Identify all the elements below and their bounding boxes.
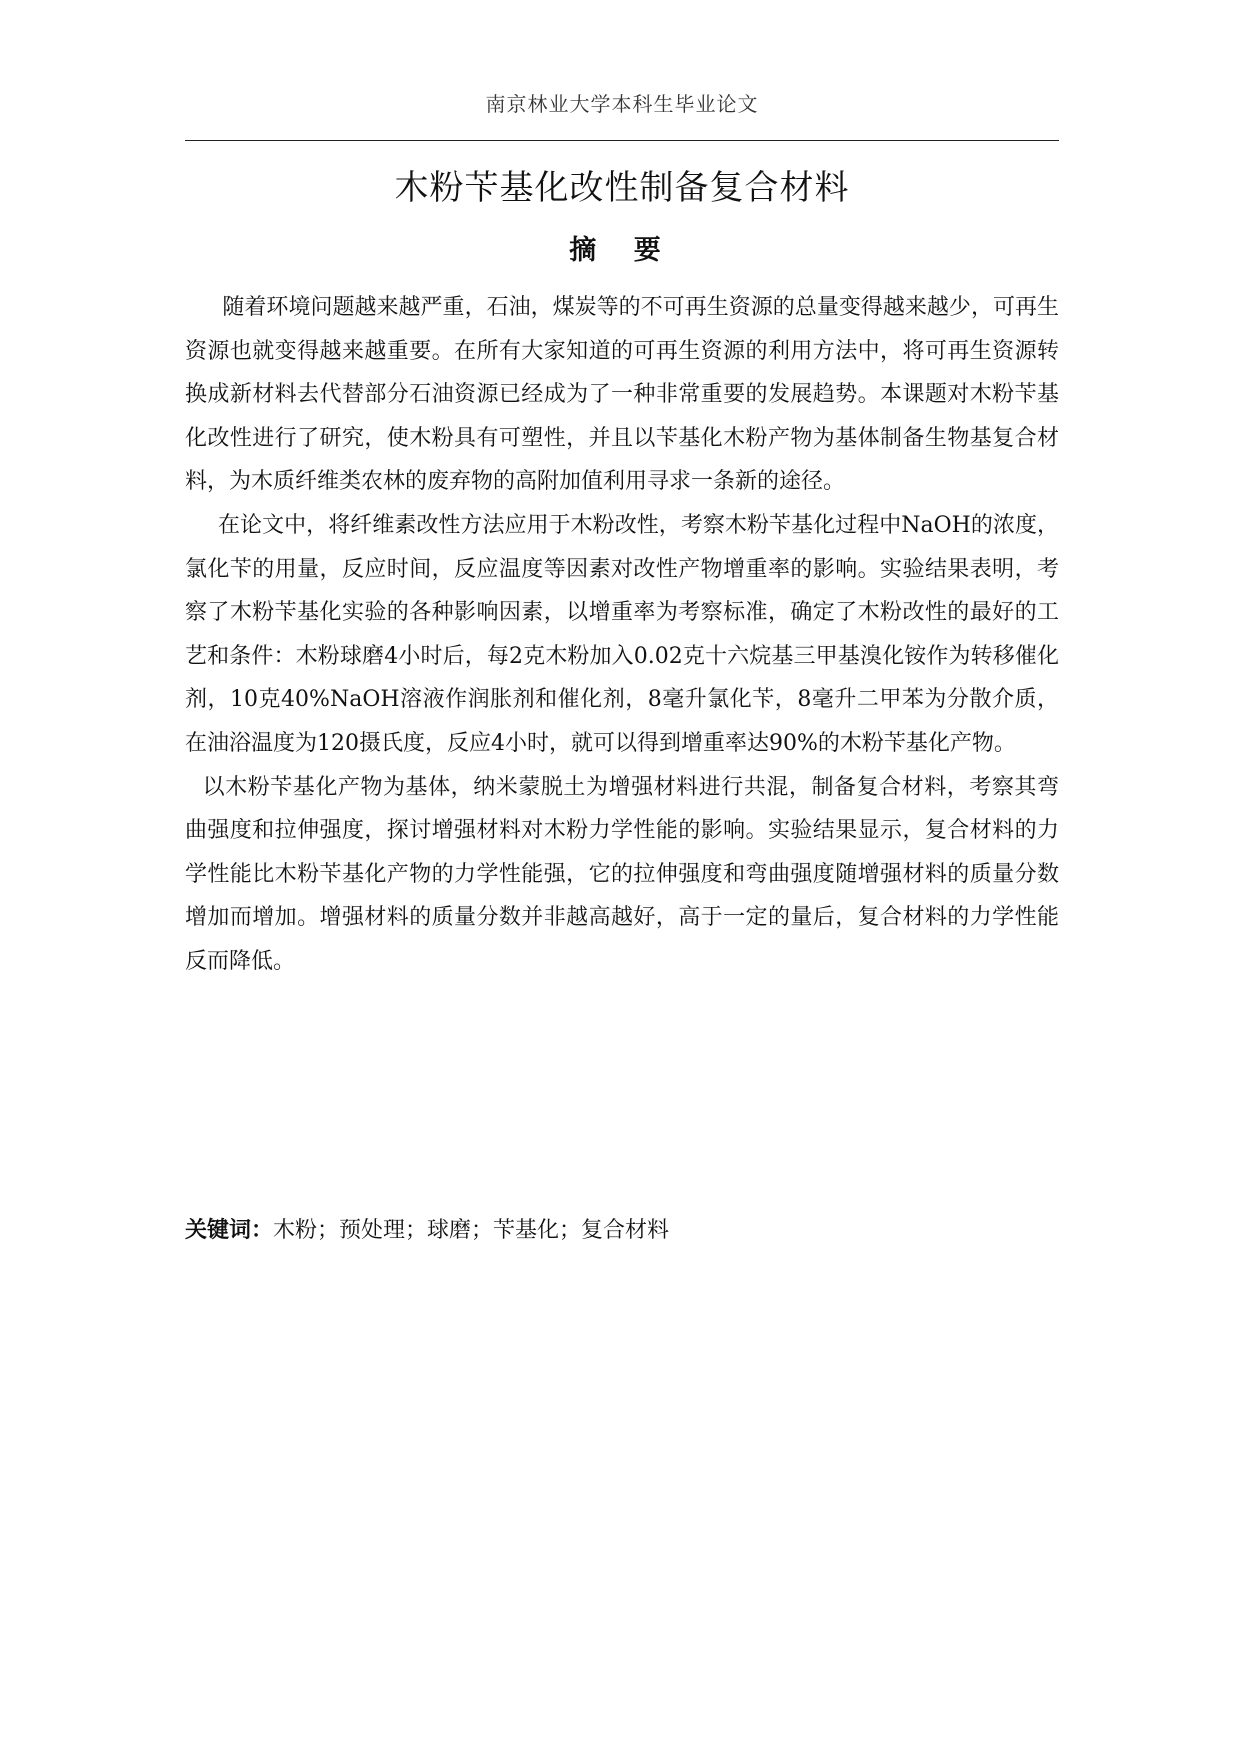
abstract-heading: 摘 要 (569, 235, 675, 266)
abstract-body (185, 286, 1059, 984)
thesis-title: 木粉苄基化改性制备复合材料 (394, 168, 850, 208)
abstract-paragraph-1: 随着环境问题越来越严重，石油，煤炭等的不可再生资源的总量变得越来越少，可再生资源也就变得越来越重要。在所有大家知道的可再生资源的利用方法中，将可再生资源转换成新材料去代替部分石油资源已经成为了一种非常重要的发展趋势。本课题对木粉苄基化改性进行了研究，使木粉具有可塑性，并且以苄基化木粉产物为基体制备生物基复合材料，为木质纤维类农林的废弃物的高附加值利用寻求一条新的途径。 (185, 295, 1059, 495)
abstract-paragraph-2: 在论文中，将纤维素改性方法应用于木粉改性，考察木粉苄基化过程中NaOH的浓度，氯化苄的用量，反应时间，反应温度等因素对改性产物增重率的影响。实验结果表明，考察了木粉苄基化实验的各种影响因素，以增重率为考察标准，确定了木粉改性的最好的工艺和条件：木粉球磨4小时后，每2克木粉加入0.02克十六烷基三甲基溴化铵作为转移催化剂，10克40%NaOH溶液作润胀剂和催化剂，8毫升氯化苄，8毫升二甲苯为分散介质，在油浴温度为120摄氏度，反应4小时，就可以得到增重率达90%的木粉苄基化产物。 (185, 512, 1059, 756)
running-header: 南京林业大学本科生毕业论文 (485, 92, 759, 116)
keywords-line (185, 1213, 1059, 1244)
keywords-label: 关键词： (185, 1218, 274, 1243)
keywords-value: 木粉；预处理；球磨；苄基化；复合材料 (273, 1218, 670, 1243)
abstract-paragraph-3: 以木粉苄基化产物为基体，纳米蒙脱土为增强材料进行共混，制备复合材料，考察其弯曲强度和拉伸强度，探讨增强材料对木粉力学性能的影响。实验结果显示，复合材料的力学性能比木粉苄基化产物的力学性能强，它的拉伸强度和弯曲强度随增强材料的质量分数增加而增加。增强材料的质量分数并非越高越好，高于一定的量后，复合材料的力学性能反而降低。 (185, 774, 1059, 974)
header-divider (185, 140, 1059, 141)
